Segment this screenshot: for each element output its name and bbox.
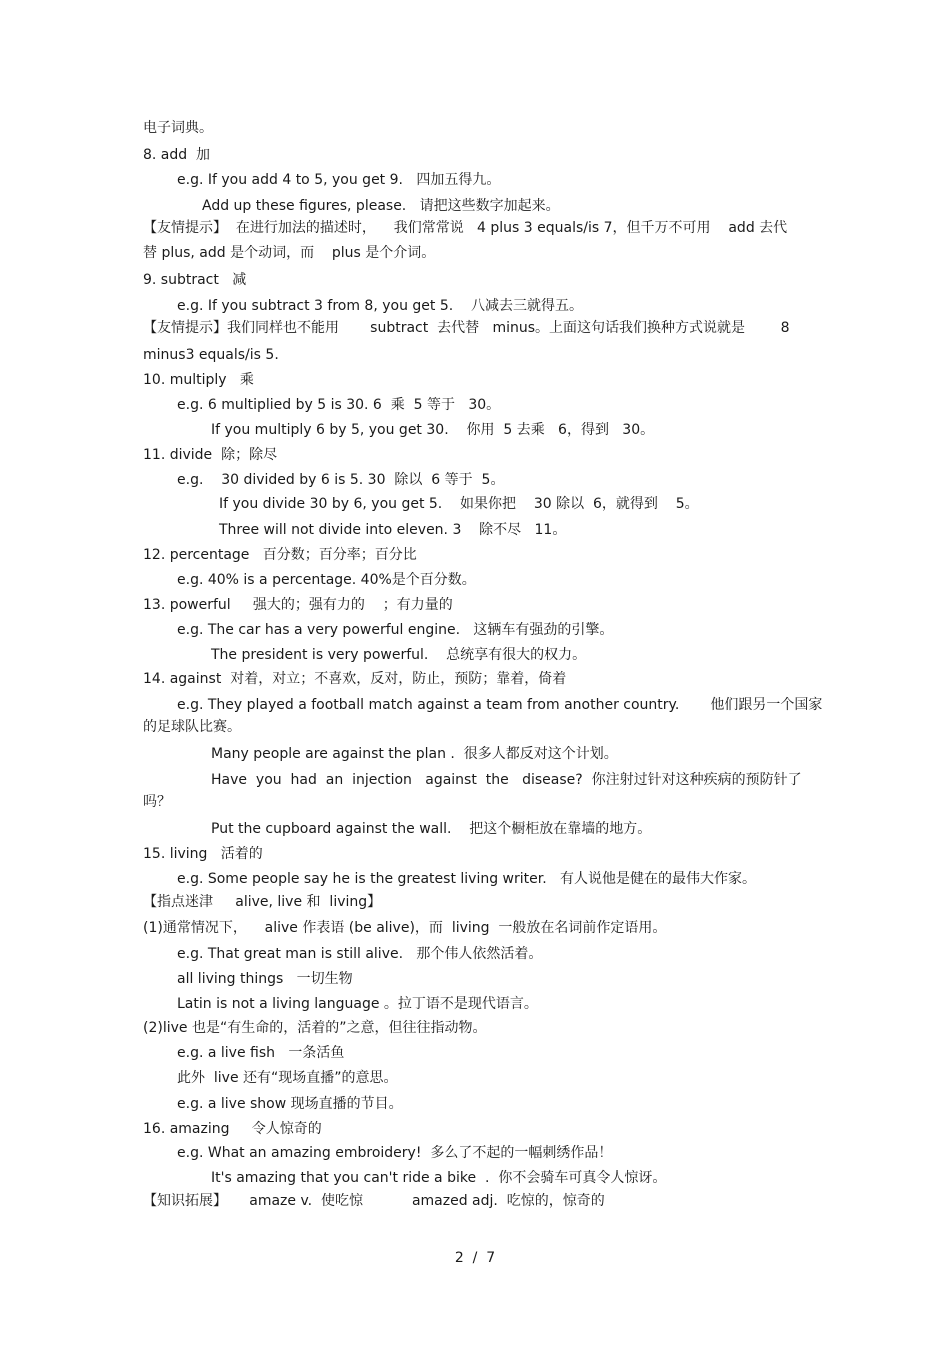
entry-heading: 16. amazing 令人惊奇的 bbox=[143, 1121, 322, 1137]
tip-line: 替 plus, add 是个动词，而 plus 是个介词。 bbox=[143, 245, 436, 261]
text-line: (1)通常情况下， alive 作表语 (be alive)，而 living 一般放在名词前作定语用。 bbox=[143, 920, 667, 936]
example-line: e.g. 6 multiplied by 5 is 30. 6 乘 5 等于 30。 bbox=[177, 397, 501, 413]
tip-line: 【知识拓展】 amaze v. 使吃惊 amazed adj. 吃惊的，惊奇的 bbox=[143, 1193, 605, 1209]
example-line: 的足球队比赛。 bbox=[143, 719, 241, 735]
entry-heading: 15. living 活着的 bbox=[143, 846, 263, 862]
example-line: If you multiply 6 by 5, you get 30. 你用 5 去乘 6，得到 30。 bbox=[211, 422, 655, 438]
example-line: e.g. If you add 4 to 5, you get 9. 四加五得九。 bbox=[177, 172, 501, 188]
example-line: Many people are against the plan . 很多人都反对这个计划。 bbox=[211, 746, 618, 762]
tip-line: 【指点迷津 alive, live 和 living】 bbox=[143, 894, 382, 910]
example-line: e.g. If you subtract 3 from 8, you get 5. 八减去三就得五。 bbox=[177, 298, 584, 314]
example-line: e.g. They played a football match against a team from another country. 他们跟另一个国家 bbox=[177, 697, 823, 713]
example-line: e.g. 40% is a percentage. 40%是个百分数。 bbox=[177, 572, 476, 588]
example-line: Latin is not a living language 。拉丁语不是现代语言。 bbox=[177, 996, 538, 1012]
example-line: e.g. That great man is still alive. 那个伟人依然活着。 bbox=[177, 946, 543, 962]
example-line: The president is very powerful. 总统享有很大的权力。 bbox=[211, 647, 587, 663]
tip-line: 【友情提示】我们同样也不能用 subtract 去代替 minus。上面这句话我们换种方式说就是 8 bbox=[143, 320, 790, 336]
entry-heading: 9. subtract 减 bbox=[143, 272, 247, 288]
entry-heading: 11. divide 除；除尽 bbox=[143, 447, 278, 463]
tip-line: minus3 equals/is 5. bbox=[143, 347, 279, 363]
example-line: e.g. The car has a very powerful engine. 这辆车有强劲的引擎。 bbox=[177, 622, 614, 638]
example-line: 吗？ bbox=[143, 794, 171, 810]
example-line: Put the cupboard against the wall. 把这个橱柜放在靠墙的地方。 bbox=[211, 821, 652, 837]
example-line: e.g. 30 divided by 6 is 5. 30 除以 6 等于 5。 bbox=[177, 472, 505, 488]
example-line: If you divide 30 by 6, you get 5. 如果你把 30 除以 6，就得到 5。 bbox=[219, 496, 699, 512]
example-line: Have you had an injection against the disease? 你注射过针对这种疾病的预防针了 bbox=[211, 772, 802, 788]
page-number: 2 / 7 bbox=[454, 1250, 496, 1266]
tip-line: 【友情提示】 在进行加法的描述时， 我们常常说 4 plus 3 equals/is 7，但千万不可用 add 去代 bbox=[143, 220, 788, 236]
example-line: e.g. a live fish 一条活鱼 bbox=[177, 1045, 345, 1061]
example-line: e.g. Some people say he is the greatest living writer. 有人说他是健在的最伟大作家。 bbox=[177, 871, 757, 887]
text-line: 此外 live 还有“现场直播”的意思。 bbox=[177, 1070, 398, 1086]
text-line: (2)live 也是“有生命的，活着的”之意，但往往指动物。 bbox=[143, 1020, 487, 1036]
example-line: e.g. a live show 现场直播的节目。 bbox=[177, 1096, 403, 1112]
entry-heading: 12. percentage 百分数；百分率；百分比 bbox=[143, 547, 417, 563]
example-line: It's amazing that you can't ride a bike . 你不会骑车可真令人惊讶。 bbox=[211, 1170, 667, 1186]
example-line: Add up these figures, please. 请把这些数字加起来。 bbox=[202, 198, 560, 214]
text-line: 电子词典。 bbox=[143, 120, 213, 136]
example-line: e.g. What an amazing embroidery! 多么了不起的一幅刺绣作品！ bbox=[177, 1145, 613, 1161]
entry-heading: 13. powerful 强大的；强有力的 ；有力量的 bbox=[143, 597, 453, 613]
example-line: Three will not divide into eleven. 3 除不尽 11。 bbox=[219, 522, 567, 538]
entry-heading: 14. against 对着，对立；不喜欢，反对，防止，预防；靠着，倚着 bbox=[143, 671, 567, 687]
entry-heading: 10. multiply 乘 bbox=[143, 372, 254, 388]
example-line: all living things 一切生物 bbox=[177, 971, 353, 987]
entry-heading: 8. add 加 bbox=[143, 147, 211, 163]
